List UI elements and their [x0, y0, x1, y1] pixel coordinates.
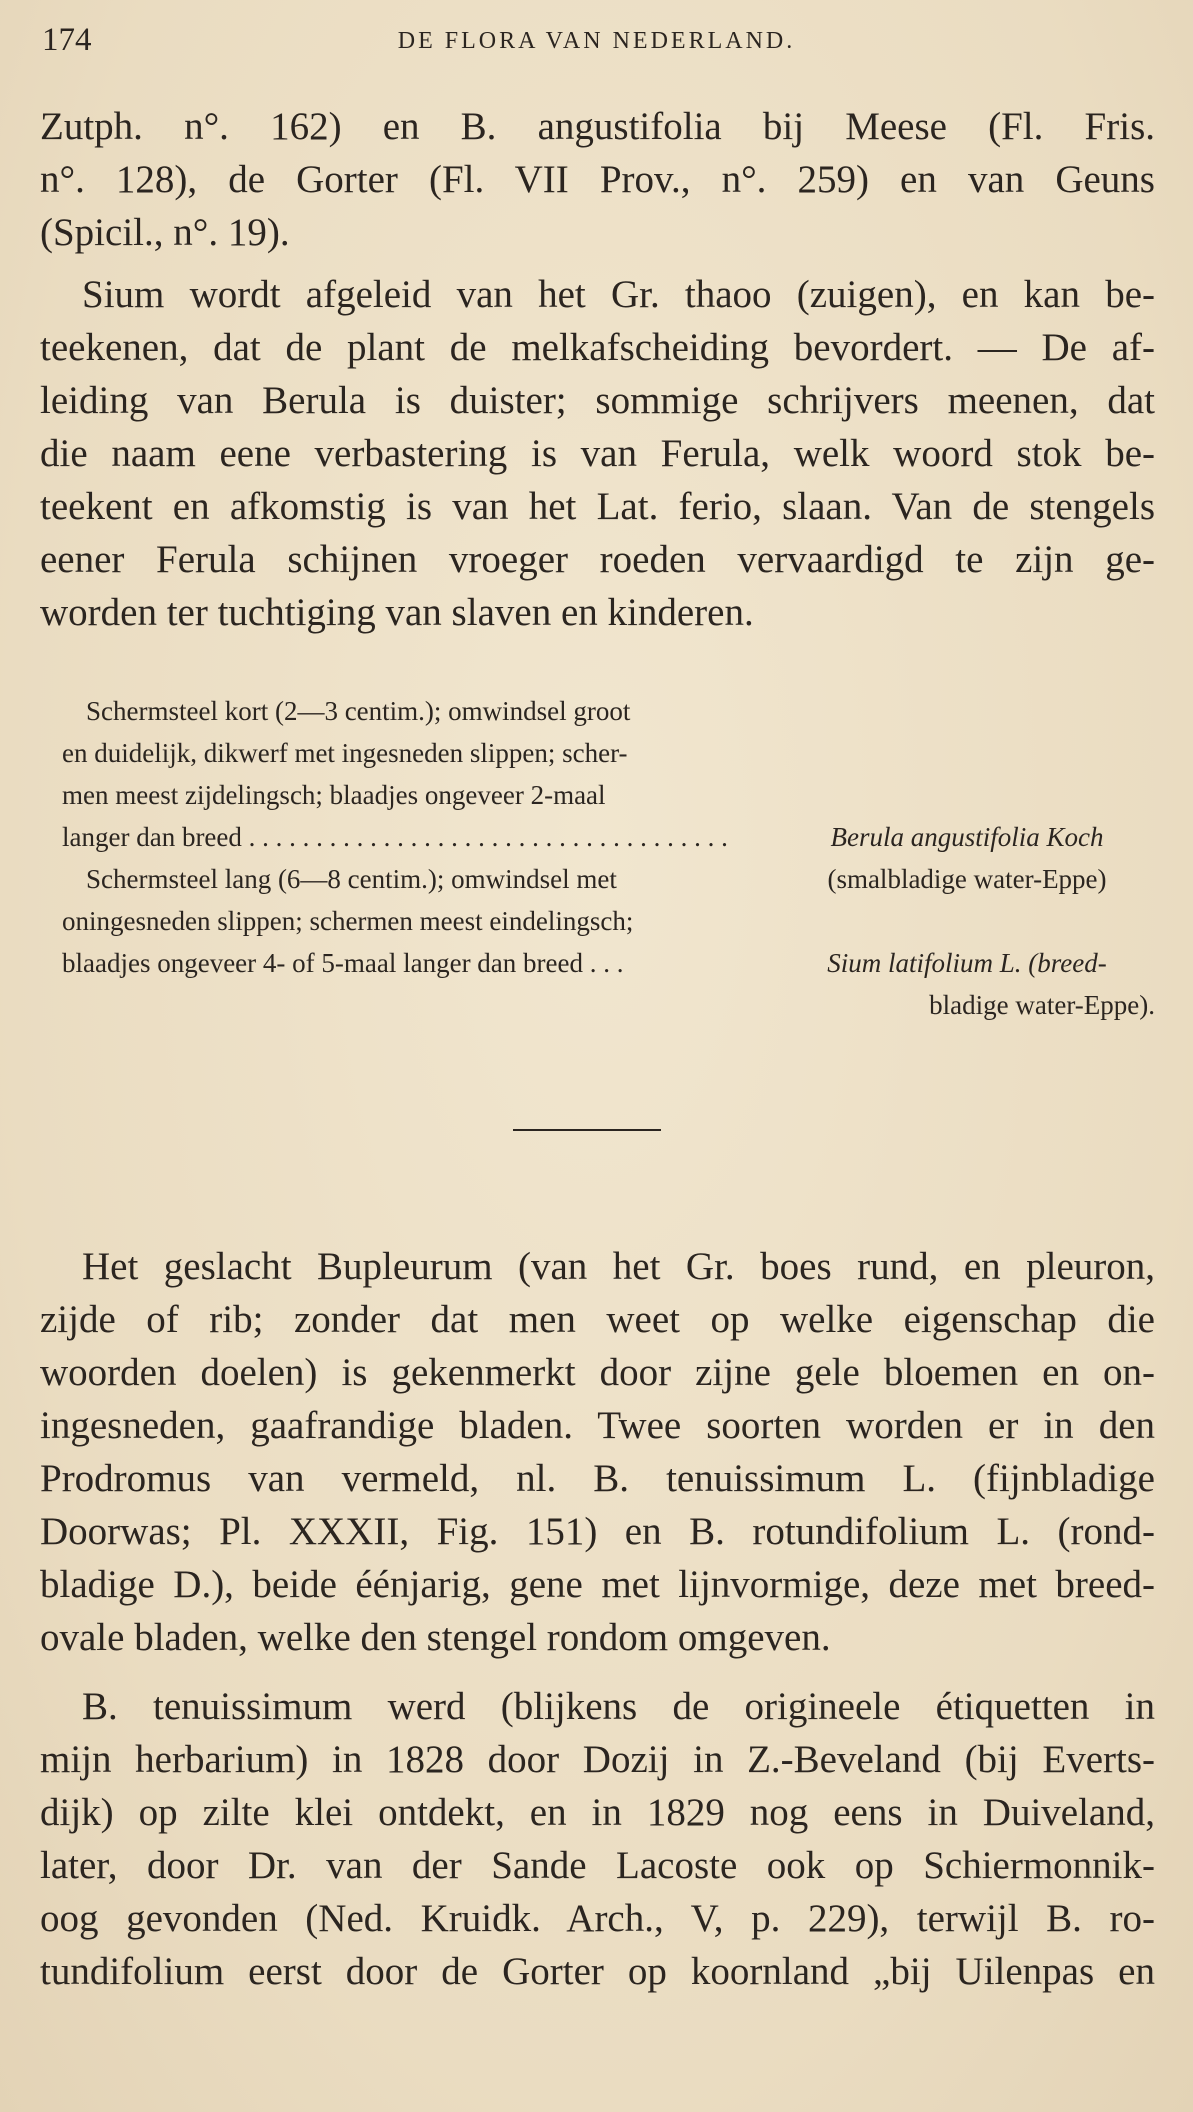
paragraph-2-line-2: teekenen, dat de plant de melkafscheiding bevordert. — De af-: [40, 326, 1155, 369]
running-title: DE FLORA VAN NEDERLAND.: [397, 28, 796, 54]
page-number: 174: [42, 22, 92, 58]
paragraph-4-line-6: tundifolium eerst door de Gorter op koornland „bij Uilenpas en: [40, 1950, 1155, 1993]
paragraph-3-line-7: bladige D.), beide éénjarig, gene met lijnvormige, deze met breed-: [40, 1563, 1155, 1606]
key-entry-2-line-3: blaadjes ongeveer 4- of 5-maal langer dan breed . . .: [62, 948, 624, 978]
paragraph-3-line-6: Doorwas; Pl. XXXII, Fig. 151) en B. rotundifolium L. (rond-: [40, 1510, 1155, 1553]
paragraph-2-line-6: eener Ferula schijnen vroeger roeden vervaardigd te zijn ge-: [40, 538, 1155, 581]
paragraph-3-line-4: ingesneden, gaafrandige bladen. Twee soorten worden er in den: [40, 1404, 1155, 1447]
paragraph-2-line-7: worden ter tuchtiging van slaven en kinderen.: [40, 591, 754, 634]
paragraph-2-line-3: leiding van Berula is duister; sommige schrijvers meenen, dat: [40, 379, 1155, 422]
paragraph-1-line-3: (Spicil., n°. 19).: [40, 211, 290, 254]
key-entry-1-line-1: Schermsteel kort (2—3 centim.); omwindsel groot: [86, 696, 631, 726]
paragraph-4-line-5: oog gevonden (Ned. Kruidk. Arch., V, p. 229), terwijl B. ro-: [40, 1897, 1155, 1940]
paragraph-3-line-3: woorden doelen) is gekenmerkt door zijne gele bloemen en on-: [40, 1351, 1155, 1394]
key-entry-1-line-3: men meest zijdelingsch; blaadjes ongeveer 2-maal: [62, 780, 606, 810]
key-entry-2-species: Sium latifolium L. (breed-: [827, 948, 1107, 978]
paragraph-2-line-4: die naam eene verbastering is van Ferula, welk woord stok be-: [40, 432, 1155, 475]
key-entry-1-line-2: en duidelijk, dikwerf met ingesneden slippen; scher-: [62, 738, 628, 768]
key-entry-1-common-name: (smalbladige water-Eppe): [827, 864, 1107, 894]
section-divider: [513, 1129, 661, 1131]
paragraph-4-line-2: mijn herbarium) in 1828 door Dozij in Z.-Beveland (bij Everts-: [40, 1738, 1155, 1781]
paragraph-4-line-1: B. tenuissimum werd (blijkens de origineele étiquetten in: [82, 1685, 1155, 1728]
key-entry-2-common-name: bladige water-Eppe).: [929, 990, 1155, 1020]
key-entry-1-line-4: langer dan breed . . . . . . . . . . . . . . . . . . . . . . . . . . . . . . . . . . . .: [62, 822, 728, 852]
paragraph-1-line-2: n°. 128), de Gorter (Fl. VII Prov., n°. 259) en van Geuns: [40, 158, 1155, 201]
paragraph-3-line-2: zijde of rib; zonder dat men weet op welke eigenschap die: [40, 1298, 1155, 1341]
key-entry-1-species: Berula angustifolia Koch: [830, 822, 1104, 852]
page-header: [40, 18, 1153, 64]
paragraph-3-line-5: Prodromus van vermeld, nl. B. tenuissimum L. (fijnbladige: [40, 1457, 1155, 1500]
paragraph-2-line-5: teekent en afkomstig is van het Lat. ferio, slaan. Van de stengels: [40, 485, 1155, 528]
paragraph-2-line-1: Sium wordt afgeleid van het Gr. thaoo (zuigen), en kan be-: [82, 273, 1155, 316]
key-entry-2-line-2: oningesneden slippen; schermen meest eindelingsch;: [62, 906, 634, 936]
paragraph-4-line-4: later, door Dr. van der Sande Lacoste ook op Schiermonnik-: [40, 1844, 1155, 1887]
paragraph-1-line-1: Zutph. n°. 162) en B. angustifolia bij Meese (Fl. Fris.: [40, 105, 1155, 148]
paragraph-3-line-8: ovale bladen, welke den stengel rondom omgeven.: [40, 1616, 831, 1659]
key-entry-2-line-1: Schermsteel lang (6—8 centim.); omwindsel met: [86, 864, 617, 894]
paragraph-3-line-1: Het geslacht Bupleurum (van het Gr. boes rund, en pleuron,: [82, 1245, 1155, 1288]
paragraph-4-line-3: dijk) op zilte klei ontdekt, en in 1829 nog eens in Duiveland,: [40, 1791, 1155, 1834]
